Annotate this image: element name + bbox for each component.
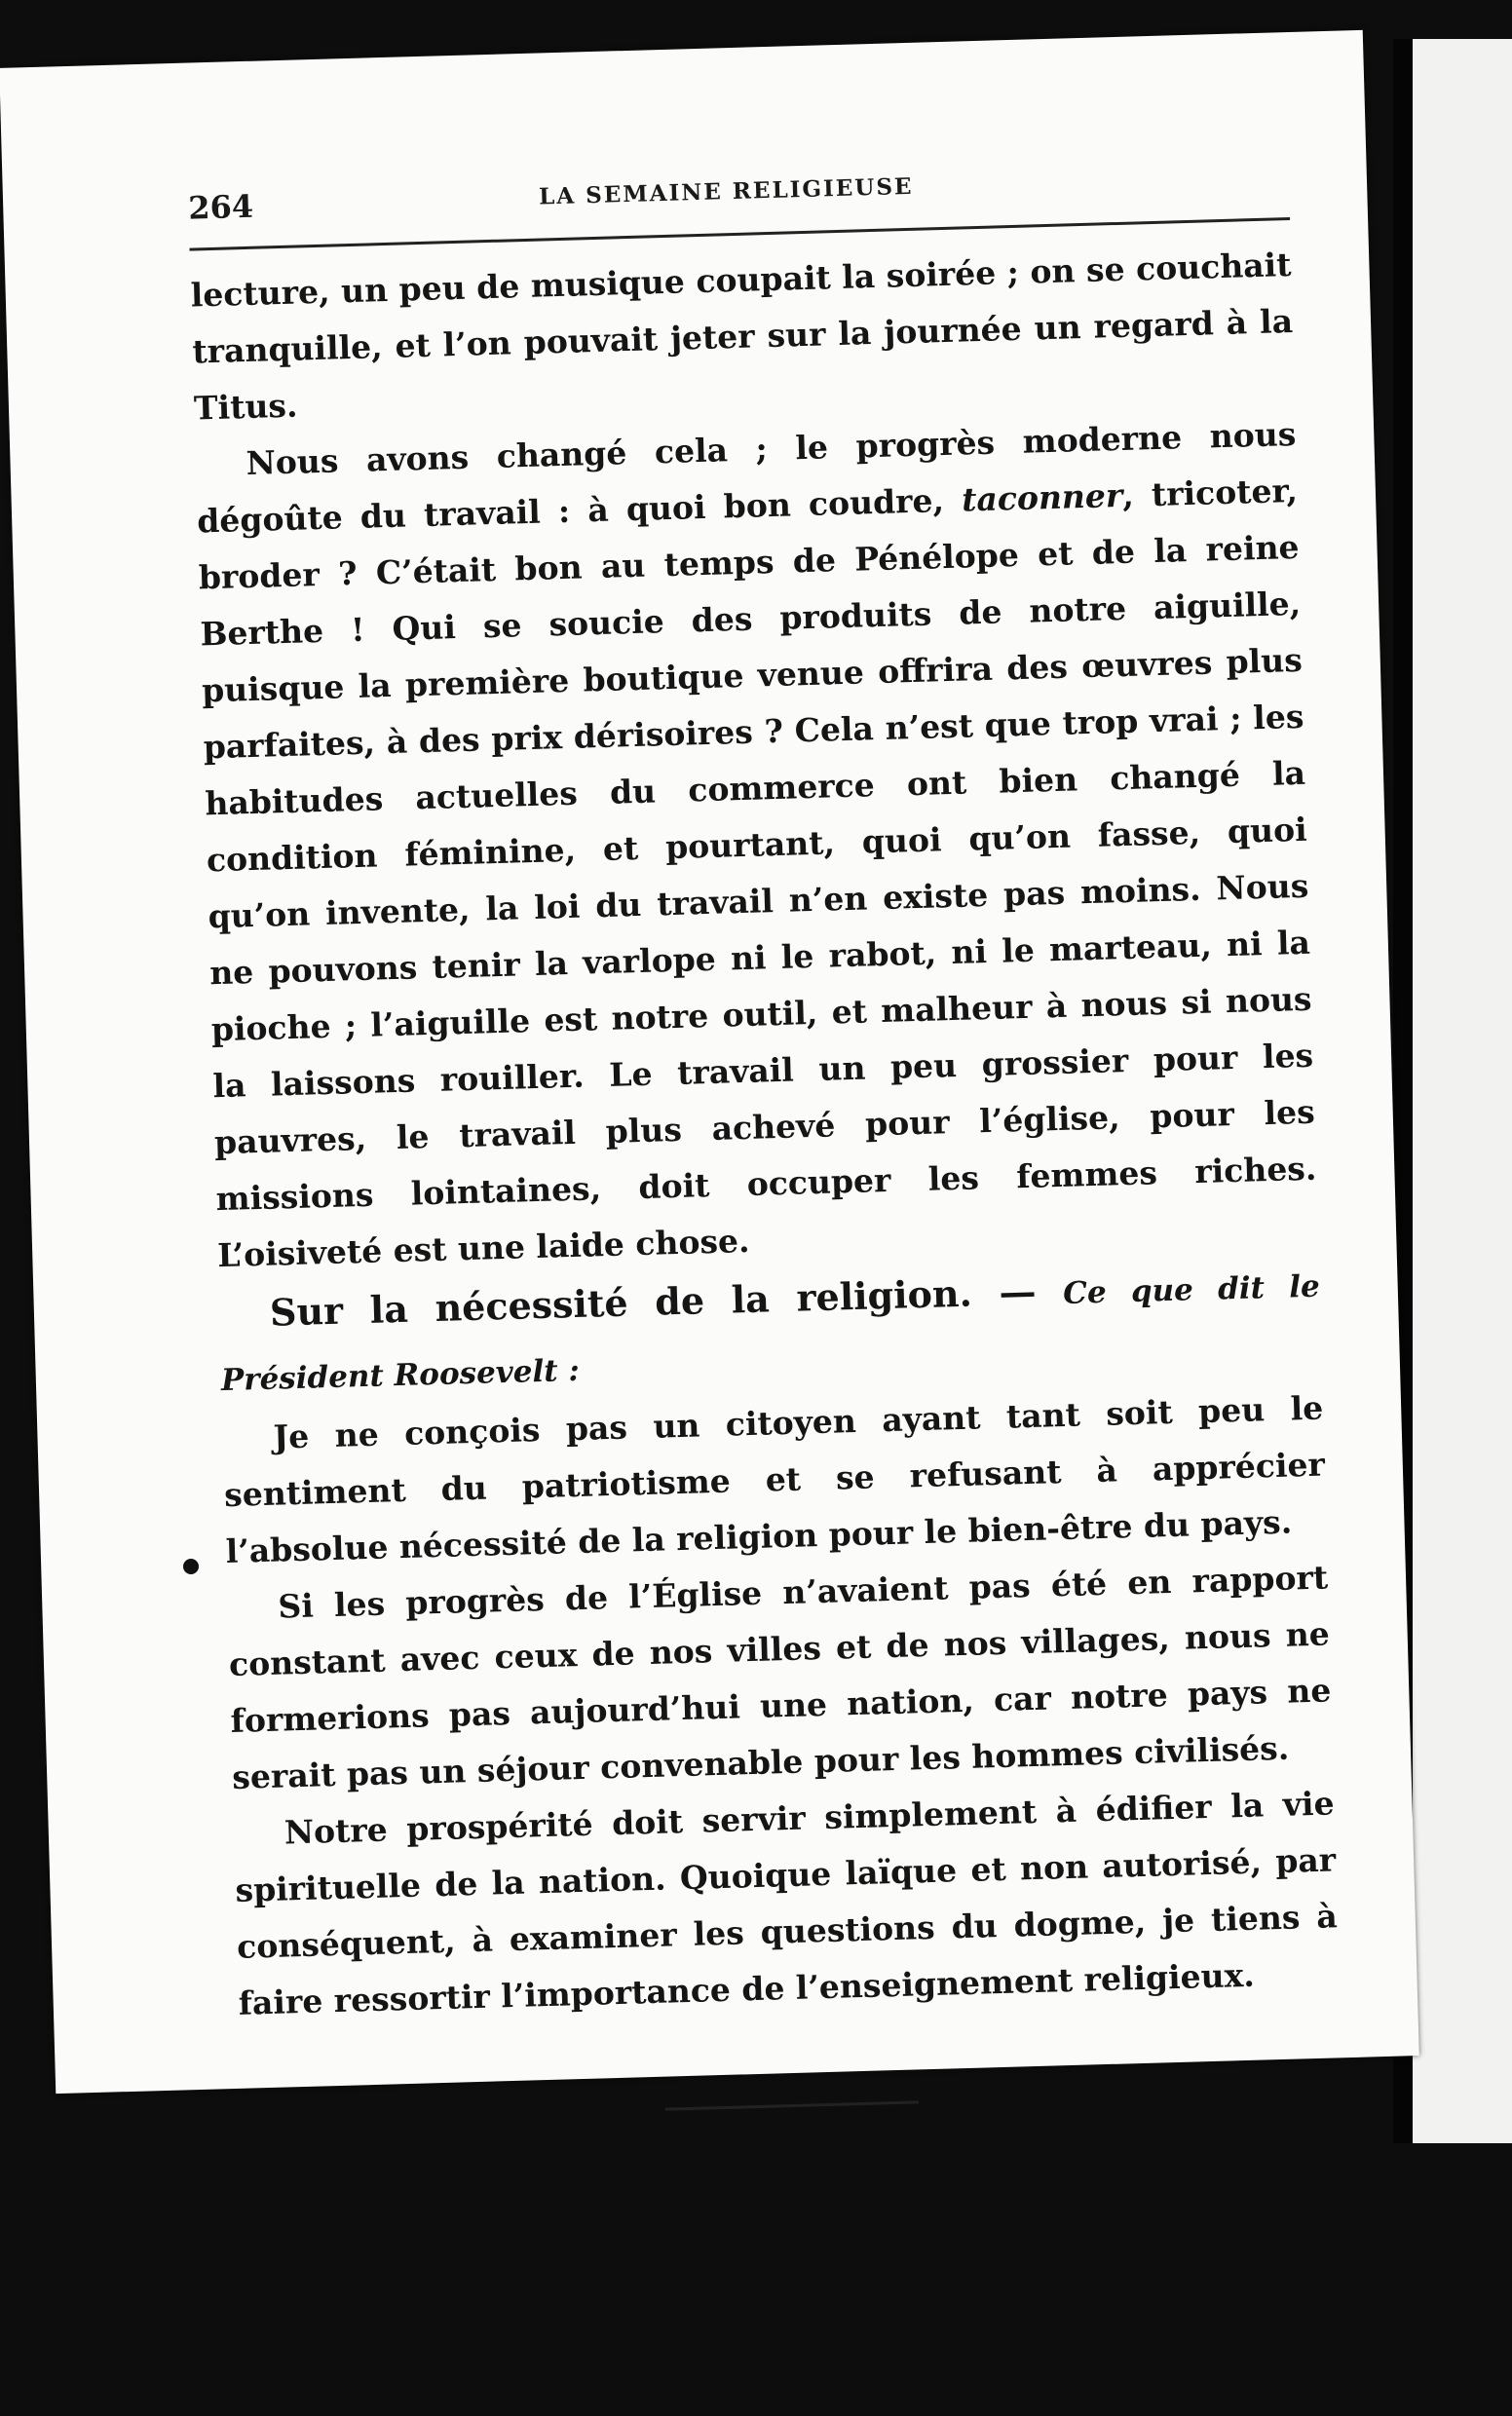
running-head — [188, 149, 1290, 235]
margin-mark — [183, 1559, 199, 1574]
page-body — [190, 237, 1342, 2123]
paragraph-prosperity: Notre prospérité doit servir simplement à édifier la vie spirituelle de la nation. Quoique laïque et non autorisé, par conséquent, à examiner les questions du dogme, je tiens à faire ressortir l’importance de l’enseignement religieux. — [235, 1784, 1339, 2022]
journal-title: LA SEMAINE RELIGIEUSE — [538, 172, 914, 210]
paragraph-church: Si les progrès de l’Église n’avaient pas été en rapport constant avec ceux de nos villes et de nos villages, nous ne formerions pas aujourd’hui une nation, car notre pays ne serait pas un séjour convenable pour les hommes civilisés. — [228, 1558, 1332, 1796]
end-rule — [665, 2100, 919, 2110]
page-number: 264 — [187, 187, 254, 227]
paragraph-continued: lecture, un peu de musique coupait la soirée ; on se couchait tranquille, et l’on pouvait jeter sur la journée un regard à la Titus. — [190, 245, 1294, 428]
section-attribution: Ce que dit le Président Roosevelt : — [220, 1268, 1321, 1399]
emphasized-word: taconner — [961, 475, 1123, 519]
paragraph-citizen: Je ne conçois pas un citoyen ayant tant soit peu le sentiment du patriotisme et se refusant à apprécier l’absolue nécessité de la religion pour le bien-être du pays. — [223, 1388, 1326, 1571]
paragraph-work — [195, 406, 1319, 1284]
book-page — [0, 30, 1419, 2094]
facing-page-edge — [1413, 39, 1512, 2143]
paragraph-work-start: Nous avons changé cela ; le progrès moderne nous dégoûte du travail : à quoi bon coudre, — [196, 414, 1297, 541]
paragraph-work-rest: , tricoter, broder ? C’était bon au temps de Pénélope et de la reine Berthe ! Qui se soucie des produits de notre aiguille, puisque la première boutique venue offrira des œuvres plus parfaites, à des prix dérisoires ? Cela n’est que trop vrai ; les habitudes actuelles du commerce ont bien changé la condition féminine, et pourtant, quoi qu’on fasse, quoi qu’on invente, la loi du travail n’en existe pas moins. Nous ne pouvons tenir la varlope ni le rabot, ni le marteau, ni la pioche ; l’aiguille est notre outil, et malheur à nous si nous la laissons rouiller. Le travail un peu grossier pour les pauvres, le travail plus achevé pour l’église, pour les missions lointaines, doit occuper les femmes riches. L’oisiveté est une laide chose. — [198, 471, 1317, 1275]
section-title: Sur la nécessité de la religion. — — [269, 1267, 1064, 1335]
